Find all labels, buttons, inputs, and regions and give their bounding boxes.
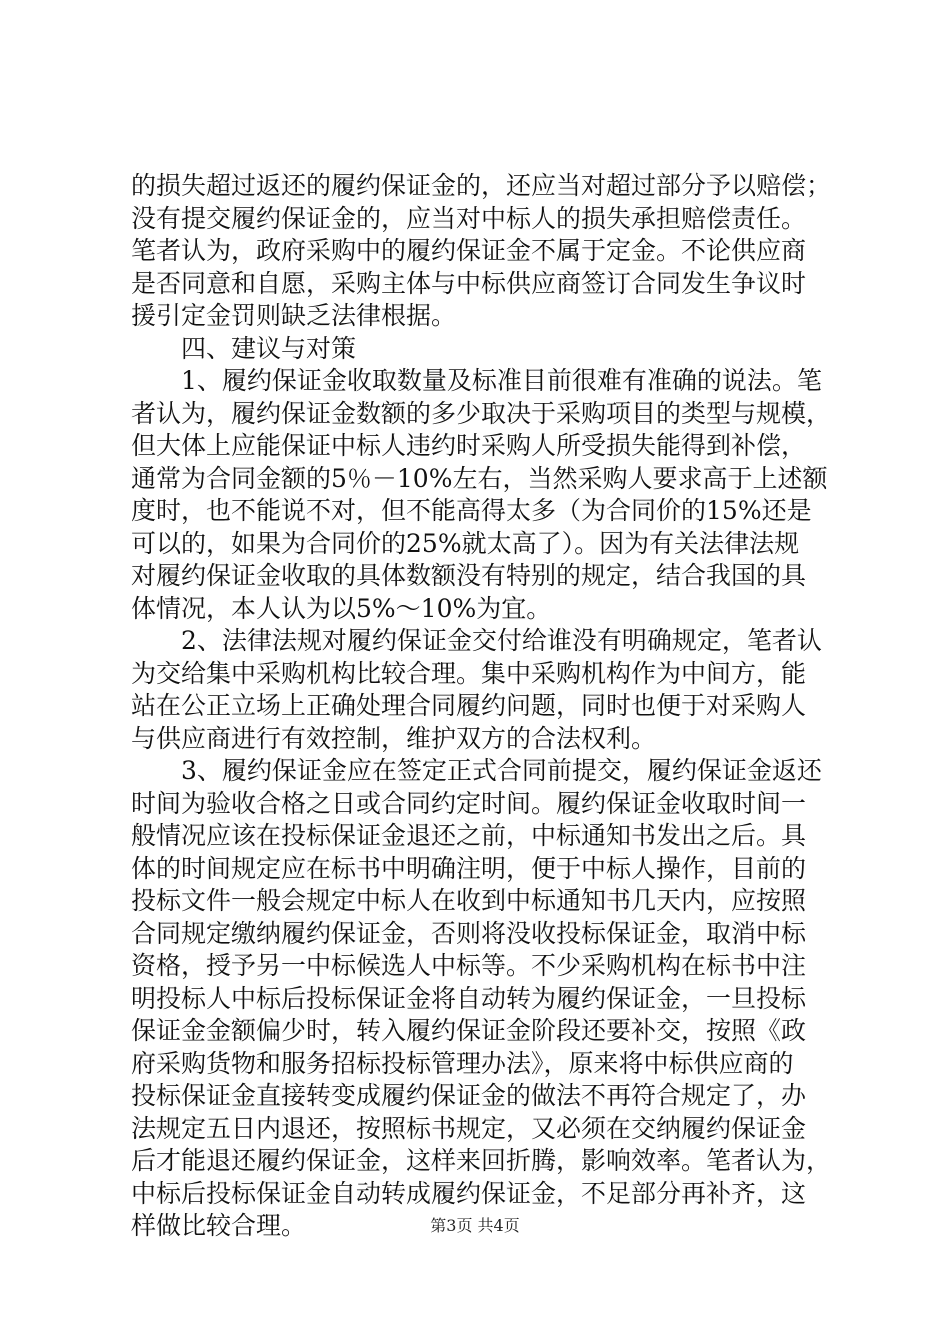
text-line: 3、履约保证金应在签定正式合同前提交，履约保证金返还 <box>131 756 822 785</box>
text-line: 通常为合同金额的5％－10%左右，当然采购人要求高于上述额 <box>131 463 828 493</box>
text-line: 者认为，履约保证金数额的多少取决于采购项目的类型与规模， <box>131 398 832 428</box>
text-line: 笔者认为，政府采购中的履约保证金不属于定金。不论供应商 <box>131 236 807 265</box>
text-line: 明投标人中标后投标保证金将自动转为履约保证金，一旦投标 <box>131 983 807 1013</box>
page-number-footer: 第3页 共4页 <box>430 1216 520 1235</box>
text-line: 度时，也不能说不对，但不能高得太多（为合同价的15%还是 <box>131 496 812 525</box>
text-line: 没有提交履约保证金的，应当对中标人的损失承担赔偿责任。 <box>131 203 807 233</box>
text-line: 但大体上应能保证中标人违约时采购人所受损失能得到补偿， <box>131 431 807 460</box>
text-line: 援引定金罚则缺乏法律根据。 <box>131 301 457 330</box>
text-line: 投标文件一般会规定中标人在收到中标通知书几天内，应按照 <box>131 886 807 915</box>
text-line: 站在公正立场上正确处理合同履约问题，同时也便于对采购人 <box>131 691 807 720</box>
text-line: 的损失超过返还的履约保证金的，还应当对超过部分予以赔偿； <box>131 171 832 200</box>
text-line: 体情况，本人认为以5%～10%为宜。 <box>131 593 552 623</box>
text-line: 是否同意和自愿，采购主体与中标供应商签订合同发生争议时 <box>131 268 807 298</box>
text-line: 资格，授予另一中标候选人中标等。不少采购机构在标书中注 <box>131 951 807 980</box>
text-line: 般情况应该在投标保证金退还之前，中标通知书发出之后。具 <box>131 821 807 850</box>
text-line: 后才能退还履约保证金，这样来回折腾，影响效率。笔者认为， <box>131 1146 832 1175</box>
text-line: 与供应商进行有效控制，维护双方的合法权利。 <box>131 723 657 753</box>
text-line: 投标保证金直接转变成履约保证金的做法不再符合规定了，办 <box>131 1081 807 1110</box>
document-body <box>131 170 831 1243</box>
text-line: 合同规定缴纳履约保证金，否则将没收投标保证金，取消中标 <box>131 918 807 948</box>
section-heading: 四、建议与对策 <box>131 333 357 363</box>
text-line: 时间为验收合格之日或合同约定时间。履约保证金收取时间一 <box>131 788 807 818</box>
text-line: 府采购货物和服务招标投标管理办法》，原来将中标供应商的 <box>131 1048 794 1078</box>
text-line: 1、履约保证金收取数量及标准目前很难有准确的说法。笔 <box>131 366 822 395</box>
text-line: 为交给集中采购机构比较合理。集中采购机构作为中间方，能 <box>131 658 807 688</box>
text-line: 法规定五日内退还，按照标书规定，又必须在交纳履约保证金 <box>131 1113 807 1143</box>
text-line: 2、法律法规对履约保证金交付给谁没有明确规定，笔者认 <box>131 626 822 655</box>
text-line: 体的时间规定应在标书中明确注明，便于中标人操作，目前的 <box>131 853 807 883</box>
text-line: 对履约保证金收取的具体数额没有特别的规定，结合我国的具 <box>131 561 807 590</box>
text-line: 可以的，如果为合同价的25%就太高了）。因为有关法律法规 <box>131 528 800 558</box>
text-line: 保证金金额偏少时，转入履约保证金阶段还要补交，按照《政 <box>131 1016 807 1045</box>
text-line: 中标后投标保证金自动转成履约保证金，不足部分再补齐，这 <box>131 1178 807 1208</box>
text-line: 样做比较合理。 <box>131 1211 307 1240</box>
